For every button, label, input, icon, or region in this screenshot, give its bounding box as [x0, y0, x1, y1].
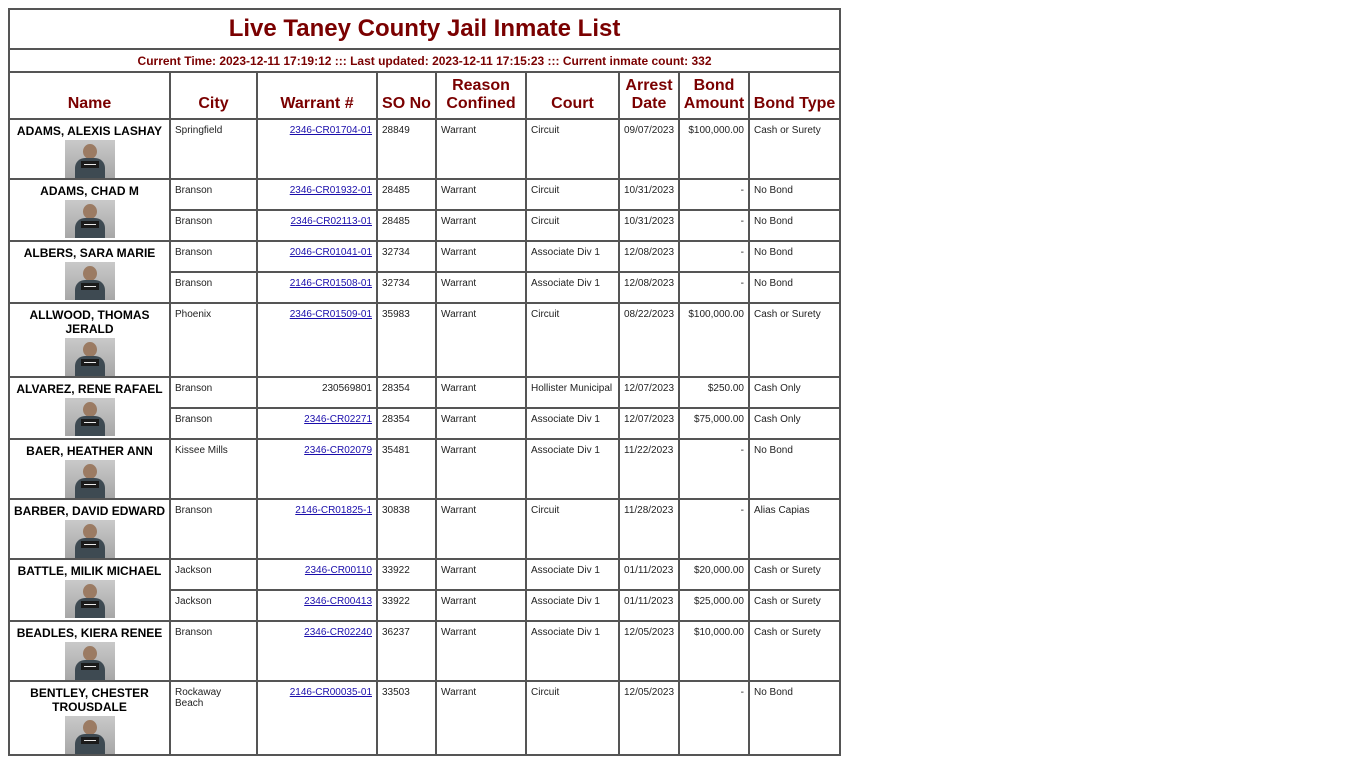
bond-amount-text: $250.00: [707, 383, 744, 394]
reason-cell: [436, 303, 526, 377]
court-text: Circuit: [531, 505, 560, 516]
mugshot-head: [83, 204, 97, 219]
bond-type-text: No Bond: [754, 247, 793, 258]
bond-type-cell: [749, 210, 840, 241]
mugshot-placard: [81, 601, 99, 608]
arrest-date-cell: [619, 210, 679, 241]
so-number-cell: [377, 590, 436, 621]
warrant-link[interactable]: 2146-CR01508-01: [289, 278, 372, 289]
column-header-name: Name: [9, 72, 170, 119]
city-text: Jackson: [175, 596, 212, 607]
table-row: [9, 621, 840, 681]
bond-amount-cell: [679, 439, 749, 499]
bond-amount-cell: [679, 590, 749, 621]
so-number-text: 28485: [382, 216, 410, 227]
mugshot-head: [83, 342, 97, 357]
inmate-name-cell: [9, 621, 170, 681]
column-header-row: [9, 72, 840, 119]
bond-type-cell: [749, 119, 840, 179]
bond-type-text: Cash Only: [754, 383, 801, 394]
city-cell: [170, 408, 257, 439]
mugshot-placard: [81, 221, 99, 228]
bond-amount-cell: [679, 303, 749, 377]
court-cell: [526, 119, 619, 179]
mugshot-head: [83, 144, 97, 159]
inmate-name-cell: [9, 499, 170, 559]
warrant-cell: [257, 241, 377, 272]
inmate-name: BARBER, DAVID EDWARD: [13, 504, 166, 518]
arrest-date-cell: [619, 590, 679, 621]
reason-cell: [436, 439, 526, 499]
court-cell: [526, 439, 619, 499]
warrant-link[interactable]: 2346-CR00413: [304, 596, 372, 607]
reason-text: Warrant: [441, 565, 477, 576]
city-text: Branson: [175, 414, 213, 425]
arrest-date-text: 08/22/2023: [624, 309, 675, 320]
mugshot-placard: [81, 419, 99, 426]
inmate-name-cell: [9, 439, 170, 499]
reason-cell: [436, 272, 526, 303]
warrant-link[interactable]: 2346-CR02079: [304, 445, 372, 456]
reason-text: Warrant: [441, 505, 477, 516]
reason-cell: [436, 559, 526, 590]
table-row: [9, 377, 840, 408]
city-text: Springfield: [175, 125, 223, 136]
so-number-cell: [377, 241, 436, 272]
court-text: Associate Div 1: [531, 565, 600, 576]
city-cell: [170, 179, 257, 210]
warrant-text: 230569801: [321, 383, 372, 394]
mugshot-placard: [81, 737, 99, 744]
inmate-name: BATTLE, MILIK MICHAEL: [17, 564, 162, 578]
bond-amount-text: $25,000.00: [693, 596, 744, 607]
so-number-text: 33503: [382, 687, 410, 698]
inmate-name: BAER, HEATHER ANN: [26, 444, 153, 458]
warrant-cell: [257, 179, 377, 210]
court-text: Hollister Municipal: [531, 383, 613, 394]
court-text: Circuit: [531, 309, 560, 320]
table-row: [9, 179, 840, 210]
arrest-date-text: 12/05/2023: [624, 627, 675, 638]
so-number-cell: [377, 681, 436, 755]
inmate-name: ADAMS, ALEXIS LASHAY: [16, 124, 163, 138]
inmate-name-cell: [9, 559, 170, 621]
warrant-link[interactable]: 2346-CR01932-01: [289, 185, 372, 196]
reason-text: Warrant: [441, 687, 477, 698]
city-cell: [170, 621, 257, 681]
city-cell: [170, 590, 257, 621]
city-cell: [170, 681, 257, 755]
bond-amount-text: -: [740, 185, 744, 196]
warrant-cell: [257, 681, 377, 755]
so-number-cell: [377, 210, 436, 241]
inmate-name-cell: [9, 681, 170, 755]
table-row: [9, 439, 840, 499]
reason-text: Warrant: [441, 414, 477, 425]
inmate-name: BENTLEY, CHESTER TROUSDALE: [30, 686, 149, 714]
table-row: [9, 119, 840, 179]
mugshot-photo: [65, 520, 115, 558]
bond-type-text: No Bond: [754, 216, 793, 227]
reason-cell: [436, 377, 526, 408]
inmate-name-cell: [9, 303, 170, 377]
bond-type-cell: [749, 590, 840, 621]
bond-amount-cell: [679, 559, 749, 590]
bond-amount-cell: [679, 408, 749, 439]
bond-amount-text: -: [740, 247, 744, 258]
court-text: Circuit: [531, 185, 560, 196]
table-row: [9, 241, 840, 272]
city-cell: [170, 377, 257, 408]
bond-type-text: No Bond: [754, 687, 793, 698]
warrant-link[interactable]: 2346-CR02240: [304, 627, 372, 638]
bond-amount-text: -: [740, 278, 744, 289]
column-header-city: City: [170, 72, 257, 119]
arrest-date-cell: [619, 303, 679, 377]
warrant-cell: [257, 499, 377, 559]
mugshot-photo: [65, 200, 115, 238]
arrest-date-text: 11/22/2023: [624, 445, 674, 456]
arrest-date-cell: [619, 241, 679, 272]
so-number-text: 33922: [382, 565, 410, 576]
reason-text: Warrant: [441, 216, 477, 227]
reason-cell: [436, 408, 526, 439]
city-cell: [170, 241, 257, 272]
bond-type-cell: [749, 499, 840, 559]
reason-cell: [436, 681, 526, 755]
so-number-text: 28849: [382, 125, 410, 136]
inmate-name-cell: [9, 241, 170, 303]
bond-amount-text: $100,000.00: [688, 125, 744, 136]
so-number-cell: [377, 621, 436, 681]
bond-type-cell: [749, 681, 840, 755]
mugshot-photo: [65, 338, 115, 376]
reason-text: Warrant: [441, 125, 477, 136]
court-text: Associate Div 1: [531, 414, 600, 425]
warrant-link[interactable]: 2346-CR02271: [304, 414, 372, 425]
so-number-text: 28354: [382, 414, 410, 425]
so-number-cell: [377, 377, 436, 408]
mugshot-placard: [81, 663, 99, 670]
arrest-date-text: 12/07/2023: [624, 414, 675, 425]
city-cell: [170, 210, 257, 241]
column-header-bond-type: Bond Type: [749, 72, 840, 119]
table-row: [9, 499, 840, 559]
arrest-date-cell: [619, 559, 679, 590]
city-text: Branson: [175, 216, 213, 227]
warrant-cell: [257, 303, 377, 377]
warrant-link[interactable]: 2346-CR02113-01: [290, 216, 372, 227]
court-cell: [526, 303, 619, 377]
table-row: [9, 681, 840, 755]
warrant-cell: [257, 590, 377, 621]
city-text: Branson: [175, 627, 213, 638]
column-header-bond-amount: Bond Amount: [679, 72, 749, 119]
court-cell: [526, 241, 619, 272]
reason-cell: [436, 621, 526, 681]
court-text: Associate Div 1: [531, 278, 600, 289]
column-header-reason: Reason Confined: [436, 72, 526, 119]
arrest-date-cell: [619, 179, 679, 210]
warrant-cell: [257, 210, 377, 241]
inmate-table: [8, 8, 841, 756]
warrant-cell: [257, 621, 377, 681]
inmate-name: ADAMS, CHAD M: [40, 184, 139, 198]
court-cell: [526, 559, 619, 590]
so-number-cell: [377, 179, 436, 210]
so-number-cell: [377, 439, 436, 499]
bond-type-cell: [749, 303, 840, 377]
reason-text: Warrant: [441, 247, 477, 258]
mugshot-photo: [65, 262, 115, 300]
court-cell: [526, 210, 619, 241]
arrest-date-text: 12/05/2023: [624, 687, 675, 698]
bond-amount-text: -: [740, 216, 744, 227]
warrant-link[interactable]: 2346-CR01509-01: [289, 309, 372, 320]
city-text: Branson: [175, 505, 213, 516]
court-text: Circuit: [531, 125, 560, 136]
bond-type-text: Cash or Surety: [754, 596, 821, 607]
arrest-date-text: 01/11/2023: [624, 565, 674, 576]
mugshot-head: [83, 266, 97, 281]
bond-type-text: Alias Capias: [754, 505, 810, 516]
court-cell: [526, 499, 619, 559]
column-header-warrant: Warrant #: [257, 72, 377, 119]
bond-type-cell: [749, 272, 840, 303]
bond-type-text: No Bond: [754, 445, 793, 456]
city-cell: [170, 272, 257, 303]
bond-amount-cell: [679, 621, 749, 681]
inmate-name-cell: [9, 119, 170, 179]
so-number-cell: [377, 272, 436, 303]
so-number-cell: [377, 499, 436, 559]
mugshot-placard: [81, 481, 99, 488]
court-text: Associate Div 1: [531, 596, 600, 607]
mugshot-photo: [65, 460, 115, 498]
inmate-name: ALBERS, SARA MARIE: [23, 246, 156, 260]
mugshot-photo: [65, 140, 115, 178]
mugshot-photo: [65, 716, 115, 754]
column-header-so-no: SO No: [377, 72, 436, 119]
so-number-cell: [377, 119, 436, 179]
city-text: Branson: [175, 247, 213, 258]
bond-amount-cell: [679, 241, 749, 272]
arrest-date-text: 12/08/2023: [624, 247, 675, 258]
bond-amount-text: -: [740, 687, 744, 698]
arrest-date-cell: [619, 439, 679, 499]
table-row: [9, 303, 840, 377]
so-number-text: 35983: [382, 309, 410, 320]
bond-amount-text: $20,000.00: [693, 565, 744, 576]
bond-amount-cell: [679, 210, 749, 241]
city-cell: [170, 119, 257, 179]
column-header-arrest-date: Arrest Date: [619, 72, 679, 119]
inmate-name-cell: [9, 179, 170, 241]
arrest-date-text: 10/31/2023: [624, 185, 675, 196]
mugshot-head: [83, 720, 97, 735]
reason-text: Warrant: [441, 596, 477, 607]
reason-text: Warrant: [441, 185, 477, 196]
inmate-name: BEADLES, KIERA RENEE: [16, 626, 163, 640]
city-text: Branson: [175, 185, 213, 196]
mugshot-head: [83, 464, 97, 479]
warrant-link[interactable]: 2346-CR00110: [304, 565, 372, 576]
status-line: Current Time: 2023-12-11 17:19:12 ::: Last updated: 2023-12-11 17:15:23 ::: Current inmate count: 332: [9, 49, 840, 72]
court-cell: [526, 408, 619, 439]
bond-amount-cell: [679, 681, 749, 755]
arrest-date-text: 01/11/2023: [624, 596, 674, 607]
court-cell: [526, 590, 619, 621]
bond-type-text: No Bond: [754, 185, 793, 196]
city-text: Rockaway Beach: [175, 687, 222, 709]
bond-amount-cell: [679, 179, 749, 210]
table-row: [9, 559, 840, 590]
city-cell: [170, 439, 257, 499]
bond-type-text: No Bond: [754, 278, 793, 289]
bond-type-cell: [749, 241, 840, 272]
court-text: Associate Div 1: [531, 627, 600, 638]
city-text: Branson: [175, 278, 213, 289]
warrant-link[interactable]: 2046-CR01041-01: [289, 247, 372, 258]
inmate-name: ALLWOOD, THOMAS JERALD: [29, 308, 150, 336]
reason-text: Warrant: [441, 627, 477, 638]
bond-type-text: Cash or Surety: [754, 565, 821, 576]
mugshot-head: [83, 646, 97, 661]
reason-cell: [436, 241, 526, 272]
city-text: Branson: [175, 383, 213, 394]
court-text: Associate Div 1: [531, 247, 600, 258]
reason-cell: [436, 179, 526, 210]
arrest-date-cell: [619, 272, 679, 303]
bond-type-text: Cash or Surety: [754, 309, 821, 320]
reason-text: Warrant: [441, 445, 477, 456]
mugshot-head: [83, 524, 97, 539]
bond-type-cell: [749, 408, 840, 439]
court-text: Associate Div 1: [531, 445, 600, 456]
arrest-date-cell: [619, 119, 679, 179]
so-number-text: 30838: [382, 505, 410, 516]
so-number-text: 33922: [382, 596, 410, 607]
reason-cell: [436, 499, 526, 559]
so-number-text: 32734: [382, 247, 410, 258]
arrest-date-text: 11/28/2023: [624, 505, 674, 516]
city-text: Kissee Mills: [175, 445, 228, 456]
bond-type-text: Cash Only: [754, 414, 801, 425]
court-text: Circuit: [531, 687, 560, 698]
bond-type-text: Cash or Surety: [754, 627, 821, 638]
column-header-court: Court: [526, 72, 619, 119]
so-number-text: 36237: [382, 627, 410, 638]
so-number-text: 28354: [382, 383, 410, 394]
city-text: Jackson: [175, 565, 212, 576]
so-number-cell: [377, 303, 436, 377]
bond-type-cell: [749, 621, 840, 681]
court-cell: [526, 681, 619, 755]
warrant-cell: [257, 439, 377, 499]
bond-type-text: Cash or Surety: [754, 125, 821, 136]
mugshot-photo: [65, 580, 115, 618]
warrant-cell: [257, 559, 377, 590]
court-cell: [526, 179, 619, 210]
court-cell: [526, 272, 619, 303]
so-number-text: 32734: [382, 278, 410, 289]
so-number-cell: [377, 408, 436, 439]
so-number-text: 28485: [382, 185, 410, 196]
arrest-date-cell: [619, 621, 679, 681]
mugshot-placard: [81, 541, 99, 548]
court-cell: [526, 621, 619, 681]
bond-amount-text: -: [740, 505, 744, 516]
mugshot-placard: [81, 359, 99, 366]
reason-cell: [436, 210, 526, 241]
reason-text: Warrant: [441, 309, 477, 320]
city-cell: [170, 499, 257, 559]
warrant-cell: [257, 119, 377, 179]
arrest-date-cell: [619, 377, 679, 408]
warrant-link[interactable]: 2346-CR01704-01: [289, 125, 372, 136]
inmate-name: ALVAREZ, RENE RAFAEL: [16, 382, 163, 396]
arrest-date-cell: [619, 681, 679, 755]
warrant-cell: [257, 377, 377, 408]
warrant-cell: [257, 408, 377, 439]
arrest-date-cell: [619, 499, 679, 559]
bond-amount-text: $100,000.00: [688, 309, 744, 320]
bond-type-cell: [749, 377, 840, 408]
bond-type-cell: [749, 179, 840, 210]
warrant-link[interactable]: 2146-CR00035-01: [289, 687, 372, 698]
mugshot-photo: [65, 642, 115, 680]
city-text: Phoenix: [175, 309, 212, 320]
page-title: Live Taney County Jail Inmate List: [9, 9, 840, 49]
reason-cell: [436, 590, 526, 621]
reason-cell: [436, 119, 526, 179]
mugshot-head: [83, 402, 97, 417]
mugshot-placard: [81, 161, 99, 168]
arrest-date-cell: [619, 408, 679, 439]
so-number-cell: [377, 559, 436, 590]
arrest-date-text: 12/08/2023: [624, 278, 675, 289]
warrant-cell: [257, 272, 377, 303]
bond-amount-cell: [679, 272, 749, 303]
mugshot-photo: [65, 398, 115, 436]
so-number-text: 35481: [382, 445, 410, 456]
reason-text: Warrant: [441, 278, 477, 289]
bond-amount-text: -: [740, 445, 744, 456]
inmate-name-cell: [9, 377, 170, 439]
bond-amount-text: $10,000.00: [693, 627, 744, 638]
bond-type-cell: [749, 439, 840, 499]
bond-amount-cell: [679, 377, 749, 408]
mugshot-head: [83, 584, 97, 599]
arrest-date-text: 12/07/2023: [624, 383, 675, 394]
reason-text: Warrant: [441, 383, 477, 394]
arrest-date-text: 09/07/2023: [624, 125, 675, 136]
city-cell: [170, 303, 257, 377]
arrest-date-text: 10/31/2023: [624, 216, 675, 227]
bond-amount-cell: [679, 119, 749, 179]
court-text: Circuit: [531, 216, 560, 227]
court-cell: [526, 377, 619, 408]
warrant-link[interactable]: 2146-CR01825-1: [295, 505, 372, 516]
mugshot-placard: [81, 283, 99, 290]
bond-type-cell: [749, 559, 840, 590]
bond-amount-text: $75,000.00: [693, 414, 744, 425]
city-cell: [170, 559, 257, 590]
bond-amount-cell: [679, 499, 749, 559]
